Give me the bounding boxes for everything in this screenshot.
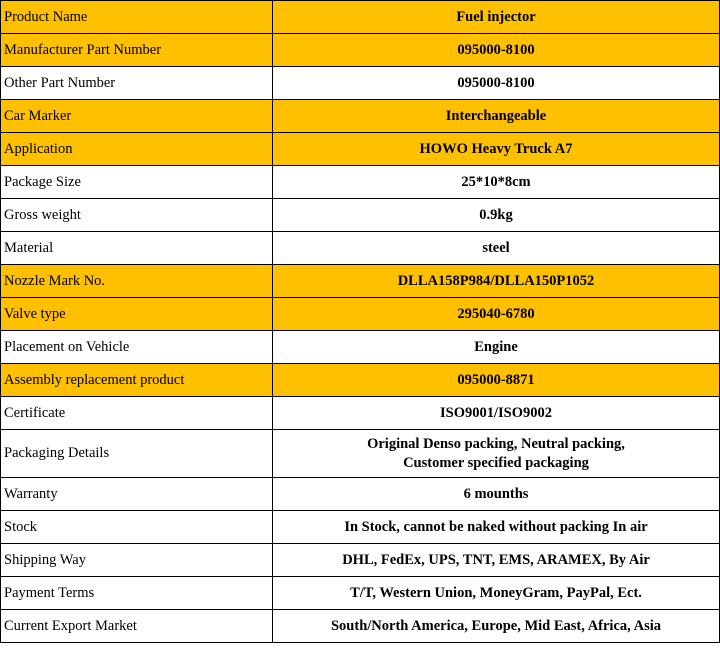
package-size-label: Package Size: [1, 166, 273, 199]
row-placement: [1, 331, 720, 364]
row-certificate: [1, 397, 720, 430]
package-size-value: 25*10*8cm: [273, 166, 720, 199]
row-warranty: [1, 478, 720, 511]
stock-value: In Stock, cannot be naked without packing In air: [273, 511, 720, 544]
certificate-value: ISO9001/ISO9002: [273, 397, 720, 430]
row-valve-type: [1, 298, 720, 331]
export-market-value: South/North America, Europe, Mid East, Africa, Asia: [273, 610, 720, 643]
row-payment-terms: [1, 577, 720, 610]
packaging-details-value: [273, 430, 720, 478]
car-marker-label: Car Marker: [1, 100, 273, 133]
stock-label: Stock: [1, 511, 273, 544]
payment-terms-value: T/T, Western Union, MoneyGram, PayPal, Ect.: [273, 577, 720, 610]
row-export-market: [1, 610, 720, 643]
row-packaging-details: [1, 430, 720, 478]
product-name-label: Product Name: [1, 1, 273, 34]
nozzle-mark-value: DLLA158P984/DLLA150P1052: [273, 265, 720, 298]
row-package-size: [1, 166, 720, 199]
placement-value: Engine: [273, 331, 720, 364]
valve-type-value: 295040-6780: [273, 298, 720, 331]
application-label: Application: [1, 133, 273, 166]
assembly-replacement-label: Assembly replacement product: [1, 364, 273, 397]
row-car-marker: [1, 100, 720, 133]
warranty-label: Warranty: [1, 478, 273, 511]
row-nozzle-mark: [1, 265, 720, 298]
certificate-label: Certificate: [1, 397, 273, 430]
row-material: [1, 232, 720, 265]
material-value: steel: [273, 232, 720, 265]
row-manufacturer-part-number: [1, 34, 720, 67]
manufacturer-part-number-label: Manufacturer Part Number: [1, 34, 273, 67]
manufacturer-part-number-value: 095000-8100: [273, 34, 720, 67]
row-application: [1, 133, 720, 166]
row-shipping-way: [1, 544, 720, 577]
shipping-way-label: Shipping Way: [1, 544, 273, 577]
export-market-label: Current Export Market: [1, 610, 273, 643]
packaging-details-line-2: Customer specified packaging: [403, 454, 589, 471]
row-gross-weight: [1, 199, 720, 232]
valve-type-label: Valve type: [1, 298, 273, 331]
payment-terms-label: Payment Terms: [1, 577, 273, 610]
gross-weight-value: 0.9kg: [273, 199, 720, 232]
shipping-way-value: DHL, FedEx, UPS, TNT, EMS, ARAMEX, By Air: [273, 544, 720, 577]
placement-label: Placement on Vehicle: [1, 331, 273, 364]
application-value: HOWO Heavy Truck A7: [273, 133, 720, 166]
material-label: Material: [1, 232, 273, 265]
product-name-value: Fuel injector: [273, 1, 720, 34]
car-marker-value: Interchangeable: [273, 100, 720, 133]
packaging-details-label: Packaging Details: [1, 430, 273, 478]
row-product-name: [1, 1, 720, 34]
row-stock: [1, 511, 720, 544]
row-other-part-number: [1, 67, 720, 100]
nozzle-mark-label: Nozzle Mark No.: [1, 265, 273, 298]
gross-weight-label: Gross weight: [1, 199, 273, 232]
assembly-replacement-value: 095000-8871: [273, 364, 720, 397]
warranty-value: 6 mounths: [273, 478, 720, 511]
row-assembly-replacement: [1, 364, 720, 397]
other-part-number-label: Other Part Number: [1, 67, 273, 100]
packaging-details-line-1: Original Denso packing, Neutral packing,: [367, 435, 625, 452]
other-part-number-value: 095000-8100: [273, 67, 720, 100]
